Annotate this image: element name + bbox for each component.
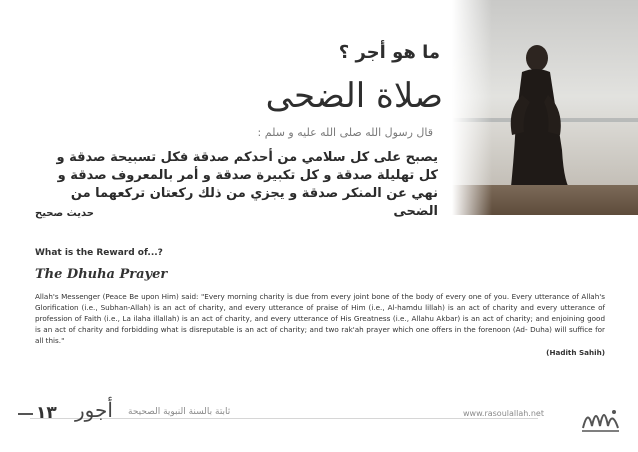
footer-tagline: ثابتة بالسنة النبوية الصحيحة [128,407,231,417]
page-number: ١٣ [36,403,57,423]
calligraphy-title: صلاة الضحى [265,76,443,116]
hadith-grading-arabic: حديث صحيح [35,208,94,219]
footer-url-link[interactable]: www.rasoulallah.net [463,409,544,418]
page-dash [18,413,33,415]
rasoulallah-logo [578,398,623,436]
english-hadith-text: Allah's Messenger (Peace Be upon Him) said: "Every morning charity is due from every joint bone of the body of every one of you. Every utterance of Allah's Glorification (i.e., Subhan-Allah) is an act of charity, and every utterance of praise of Him (i.e., Al-hamdu lillah) is an act of charity and every utterance of profession of Faith (i.e., La ilaha illallah) is an act of charity, and every utterance of His Greatness (i.e., Allahu Akbar) is an act of charity; and enjoining good is an act of charity and forbidding what is disreputable is an act of charity; and two rak'ah prayer which one offers in the forenoon (Ad- Duha) will suffice for all this." [35,292,605,345]
english-title: The Dhuha Prayer [35,267,168,282]
photo-fade [452,0,492,215]
english-heading: What is the Reward of...? [35,248,163,258]
page-calligraphy: أجور [75,398,113,422]
hadith-intro: قال رسول الله صلى الله عليه و سلم : [257,126,433,139]
english-hadith-source: (Hadith Sahih) [546,348,605,357]
question-title: ما هو أجر ؟ [338,42,440,63]
hadith-arabic-text: يصبح على كل سلامي من أحدكم صدقة فكل تسبيحة صدقة و كل تهليلة صدقة و كل تكبيرة صدقة و أمر بالمعروف صدقة و نهي عن المنكر صدقة و يجزي من ذلك ركعتان تركعهما من الضحى [56,150,438,219]
praying-man-photo [452,0,638,215]
